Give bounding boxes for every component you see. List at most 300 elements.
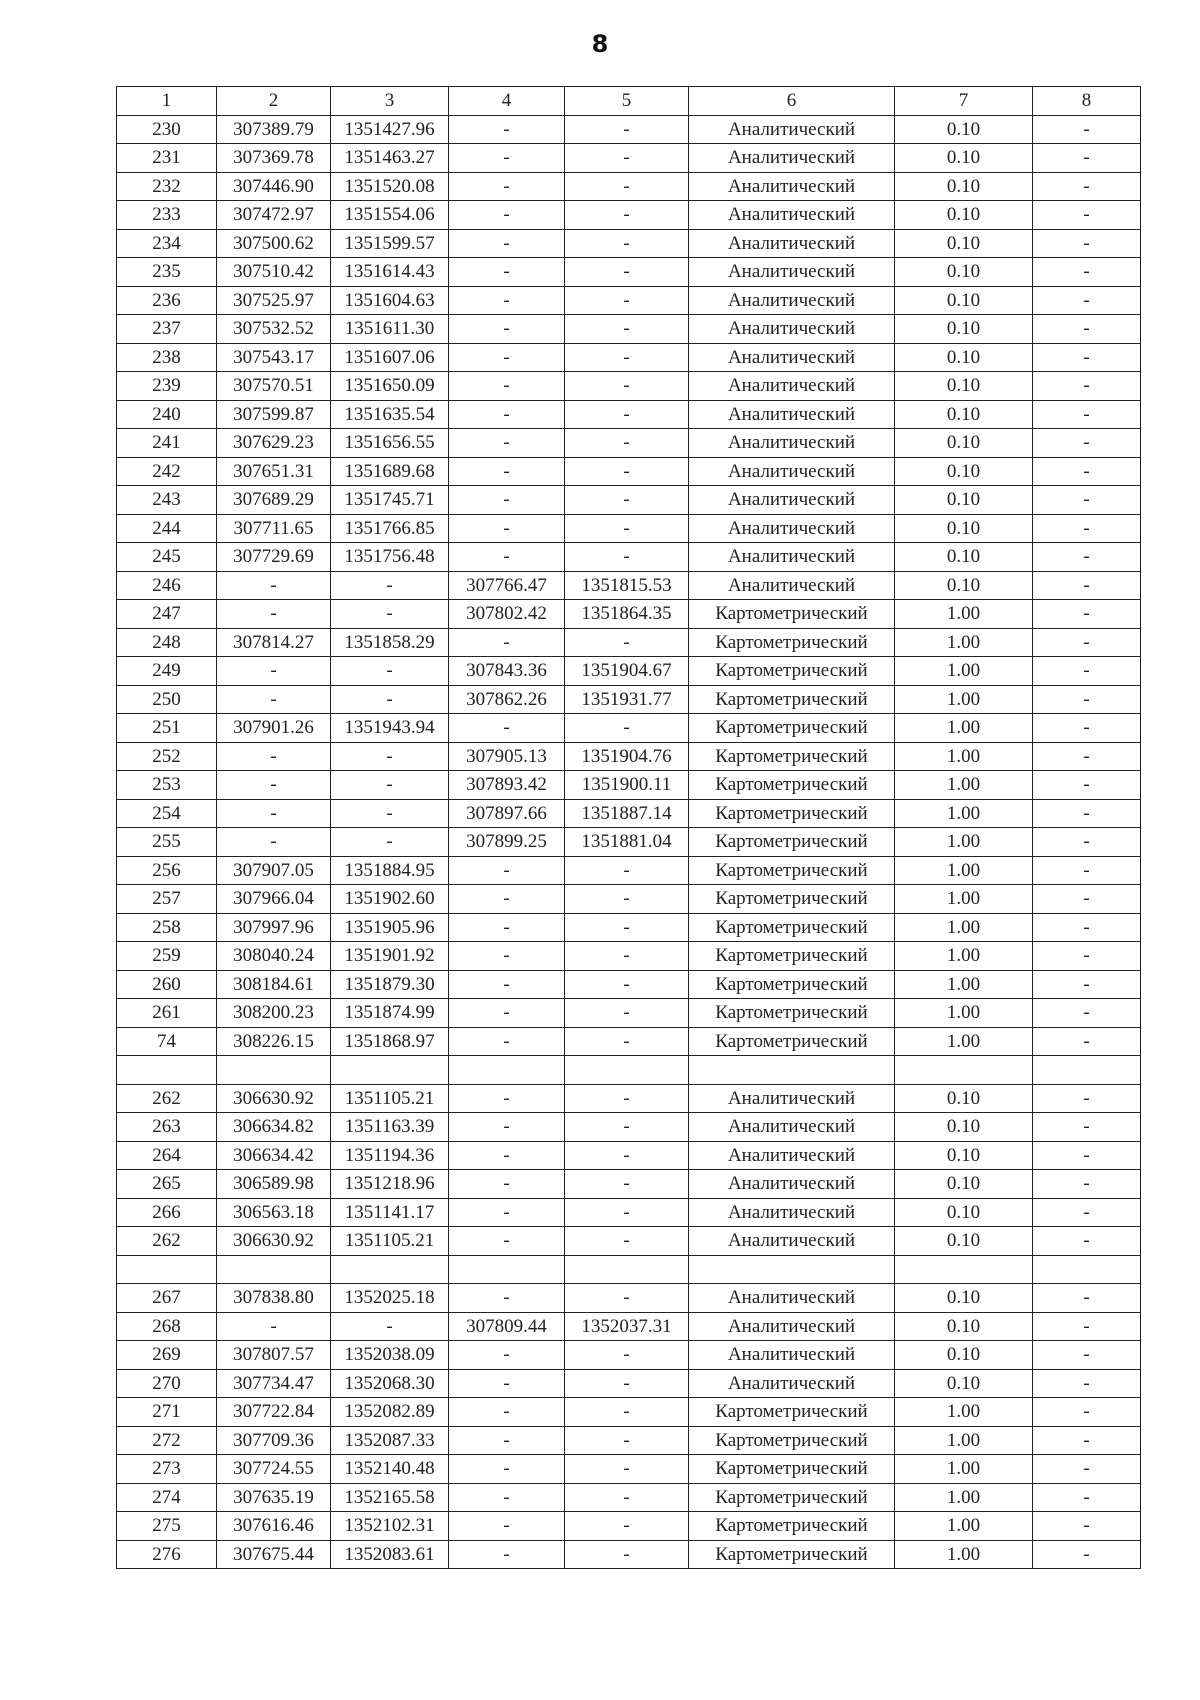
- table-cell: -: [1033, 144, 1141, 173]
- table-row: [117, 1512, 1141, 1541]
- table-cell: Аналитический: [689, 172, 895, 201]
- table-cell: -: [449, 514, 565, 543]
- table-cell: 255: [117, 828, 217, 857]
- table-row: [117, 1027, 1141, 1056]
- table-row: [117, 885, 1141, 914]
- table-cell: -: [565, 144, 689, 173]
- column-header-2: 2: [217, 87, 331, 116]
- table-row: [117, 1341, 1141, 1370]
- table-cell: Картометрический: [689, 856, 895, 885]
- table-cell: 1352038.09: [331, 1341, 449, 1370]
- table-cell: 1.00: [895, 714, 1033, 743]
- table-cell: -: [449, 1170, 565, 1199]
- table-cell: -: [565, 543, 689, 572]
- table-cell: 1351599.57: [331, 229, 449, 258]
- table-cell: -: [449, 1198, 565, 1227]
- table-cell: 243: [117, 486, 217, 515]
- table-row: [117, 543, 1141, 572]
- column-header-8: 8: [1033, 87, 1141, 116]
- page-number: 8: [591, 30, 609, 58]
- table-cell: -: [449, 172, 565, 201]
- table-cell: -: [565, 1341, 689, 1370]
- table-cell: 307543.17: [217, 343, 331, 372]
- table-cell: 1.00: [895, 799, 1033, 828]
- table-cell: -: [565, 115, 689, 144]
- table-cell: 1352083.61: [331, 1540, 449, 1569]
- table-cell: -: [1033, 372, 1141, 401]
- table-cell: 1.00: [895, 885, 1033, 914]
- table-cell: Картометрический: [689, 1455, 895, 1484]
- table-row: [117, 742, 1141, 771]
- separator-row: [117, 1255, 1141, 1284]
- table-cell: 264: [117, 1141, 217, 1170]
- table-cell: 275: [117, 1512, 217, 1541]
- table-cell: -: [1033, 828, 1141, 857]
- table-cell: -: [565, 1170, 689, 1199]
- table-cell: -: [331, 771, 449, 800]
- table-cell: Аналитический: [689, 315, 895, 344]
- table-cell: 0.10: [895, 429, 1033, 458]
- table-row: [117, 1398, 1141, 1427]
- table-cell: -: [1033, 258, 1141, 287]
- table-row: [117, 457, 1141, 486]
- table-cell: -: [1033, 1141, 1141, 1170]
- table-cell: Картометрический: [689, 799, 895, 828]
- table-cell: [217, 1056, 331, 1085]
- table-body: [117, 115, 1141, 1569]
- column-header-5: 5: [565, 87, 689, 116]
- table-row: [117, 258, 1141, 287]
- table-row: [117, 429, 1141, 458]
- table-cell: -: [565, 457, 689, 486]
- table-cell: -: [1033, 1113, 1141, 1142]
- table-row: [117, 144, 1141, 173]
- table-cell: Аналитический: [689, 343, 895, 372]
- table-cell: -: [217, 685, 331, 714]
- table-cell: -: [449, 970, 565, 999]
- table-cell: 1.00: [895, 970, 1033, 999]
- table-cell: -: [565, 343, 689, 372]
- table-cell: 250: [117, 685, 217, 714]
- table-row: [117, 856, 1141, 885]
- table-cell: -: [449, 229, 565, 258]
- table-cell: -: [449, 429, 565, 458]
- table-cell: [449, 1255, 565, 1284]
- header-row: [117, 87, 1141, 116]
- table-cell: 267: [117, 1284, 217, 1313]
- table-cell: -: [565, 1426, 689, 1455]
- table-cell: 1.00: [895, 1483, 1033, 1512]
- table-cell: -: [565, 400, 689, 429]
- table-cell: 248: [117, 628, 217, 657]
- table-row: [117, 999, 1141, 1028]
- table-cell: [331, 1255, 449, 1284]
- table-cell: 262: [117, 1084, 217, 1113]
- table-cell: 307802.42: [449, 600, 565, 629]
- table-cell: 307899.25: [449, 828, 565, 857]
- table-cell: 1.00: [895, 999, 1033, 1028]
- table-cell: -: [449, 1341, 565, 1370]
- table-cell: -: [331, 799, 449, 828]
- table-cell: 1351604.63: [331, 286, 449, 315]
- table-cell: 1351105.21: [331, 1084, 449, 1113]
- table-cell: 1351756.48: [331, 543, 449, 572]
- table-cell: 0.10: [895, 115, 1033, 144]
- table-cell: -: [565, 970, 689, 999]
- table-cell: -: [565, 913, 689, 942]
- table-cell: -: [331, 600, 449, 629]
- table-cell: 1351766.85: [331, 514, 449, 543]
- table-cell: Аналитический: [689, 1198, 895, 1227]
- table-cell: -: [1033, 771, 1141, 800]
- table-cell: -: [565, 1284, 689, 1313]
- column-header-3: 3: [331, 87, 449, 116]
- table-cell: Аналитический: [689, 229, 895, 258]
- table-cell: -: [1033, 1483, 1141, 1512]
- table-row: [117, 1170, 1141, 1199]
- table-cell: 74: [117, 1027, 217, 1056]
- table-cell: -: [1033, 742, 1141, 771]
- table-cell: -: [565, 1540, 689, 1569]
- table-cell: 1.00: [895, 1540, 1033, 1569]
- table-cell: -: [1033, 514, 1141, 543]
- table-cell: 1.00: [895, 856, 1033, 885]
- table-cell: Картометрический: [689, 600, 895, 629]
- table-cell: 307814.27: [217, 628, 331, 657]
- table-cell: 0.10: [895, 571, 1033, 600]
- table-cell: -: [217, 600, 331, 629]
- column-header-6: 6: [689, 87, 895, 116]
- table-cell: -: [565, 1455, 689, 1484]
- table-cell: -: [217, 1312, 331, 1341]
- table-cell: 307807.57: [217, 1341, 331, 1370]
- table-cell: Аналитический: [689, 400, 895, 429]
- table-cell: 260: [117, 970, 217, 999]
- table-cell: Картометрический: [689, 742, 895, 771]
- table-cell: Аналитический: [689, 258, 895, 287]
- table-cell: Аналитический: [689, 1170, 895, 1199]
- table-cell: 0.10: [895, 1170, 1033, 1199]
- separator-row: [117, 1056, 1141, 1085]
- table-cell: 1.00: [895, 771, 1033, 800]
- table-cell: 307997.96: [217, 913, 331, 942]
- table-cell: 307729.69: [217, 543, 331, 572]
- table-cell: 272: [117, 1426, 217, 1455]
- table-cell: 307734.47: [217, 1369, 331, 1398]
- table-cell: Картометрический: [689, 885, 895, 914]
- table-cell: 242: [117, 457, 217, 486]
- table-cell: -: [1033, 429, 1141, 458]
- table-cell: -: [331, 685, 449, 714]
- table-cell: 1351656.55: [331, 429, 449, 458]
- table-cell: -: [449, 1483, 565, 1512]
- table-cell: [1033, 1255, 1141, 1284]
- table-cell: 307711.65: [217, 514, 331, 543]
- table-cell: 0.10: [895, 1284, 1033, 1313]
- table-cell: -: [449, 913, 565, 942]
- table-cell: 307532.52: [217, 315, 331, 344]
- table-cell: 1.00: [895, 1426, 1033, 1455]
- table-cell: -: [1033, 543, 1141, 572]
- table-row: [117, 1483, 1141, 1512]
- table-cell: 308226.15: [217, 1027, 331, 1056]
- table-cell: 271: [117, 1398, 217, 1427]
- table-cell: 1351881.04: [565, 828, 689, 857]
- table-row: [117, 913, 1141, 942]
- table-cell: 0.10: [895, 1369, 1033, 1398]
- table-cell: 307446.90: [217, 172, 331, 201]
- table-cell: -: [1033, 571, 1141, 600]
- coordinates-table: [116, 86, 1141, 1569]
- table-cell: 1351931.77: [565, 685, 689, 714]
- table-cell: -: [565, 429, 689, 458]
- table-cell: -: [1033, 1198, 1141, 1227]
- table-cell: 307862.26: [449, 685, 565, 714]
- table-cell: 1351901.92: [331, 942, 449, 971]
- table-cell: 239: [117, 372, 217, 401]
- table-cell: 1351904.67: [565, 657, 689, 686]
- table-cell: 0.10: [895, 1113, 1033, 1142]
- table-cell: 253: [117, 771, 217, 800]
- table-cell: 1351463.27: [331, 144, 449, 173]
- table-cell: -: [331, 828, 449, 857]
- table-cell: 307843.36: [449, 657, 565, 686]
- table-row: [117, 1312, 1141, 1341]
- table-cell: 0.10: [895, 258, 1033, 287]
- table-cell: [895, 1255, 1033, 1284]
- table-cell: [331, 1056, 449, 1085]
- table-cell: 307389.79: [217, 115, 331, 144]
- table-cell: 276: [117, 1540, 217, 1569]
- table-cell: 1351900.11: [565, 771, 689, 800]
- table-cell: 307472.97: [217, 201, 331, 230]
- table-row: [117, 1540, 1141, 1569]
- table-row: [117, 315, 1141, 344]
- table-cell: 246: [117, 571, 217, 600]
- table-cell: 308184.61: [217, 970, 331, 999]
- table-cell: Картометрический: [689, 1027, 895, 1056]
- table-cell: 307651.31: [217, 457, 331, 486]
- table-cell: 1351868.97: [331, 1027, 449, 1056]
- table-cell: 1351635.54: [331, 400, 449, 429]
- table-cell: 1.00: [895, 657, 1033, 686]
- table-cell: 0.10: [895, 144, 1033, 173]
- table-cell: Картометрический: [689, 828, 895, 857]
- table-cell: -: [1033, 799, 1141, 828]
- table-cell: -: [565, 628, 689, 657]
- table-row: [117, 799, 1141, 828]
- table-cell: -: [449, 1284, 565, 1313]
- table-cell: 1351905.96: [331, 913, 449, 942]
- table-cell: -: [565, 229, 689, 258]
- table-cell: Картометрический: [689, 999, 895, 1028]
- table-cell: [1033, 1056, 1141, 1085]
- table-cell: -: [331, 657, 449, 686]
- table-cell: 0.10: [895, 172, 1033, 201]
- table-cell: 1352165.58: [331, 1483, 449, 1512]
- table-cell: 307635.19: [217, 1483, 331, 1512]
- table-cell: 257: [117, 885, 217, 914]
- table-row: [117, 714, 1141, 743]
- table-cell: 0.10: [895, 1341, 1033, 1370]
- table-cell: 1351554.06: [331, 201, 449, 230]
- table-cell: Аналитический: [689, 543, 895, 572]
- table-row: [117, 400, 1141, 429]
- table-cell: 241: [117, 429, 217, 458]
- table-cell: -: [1033, 1426, 1141, 1455]
- table-cell: -: [565, 258, 689, 287]
- table-cell: -: [449, 999, 565, 1028]
- table-cell: 252: [117, 742, 217, 771]
- table-cell: 238: [117, 343, 217, 372]
- table-cell: -: [1033, 1027, 1141, 1056]
- table-cell: 256: [117, 856, 217, 885]
- table-cell: 306630.92: [217, 1227, 331, 1256]
- table-cell: 0.10: [895, 514, 1033, 543]
- table-cell: Аналитический: [689, 1084, 895, 1113]
- table-cell: 1351520.08: [331, 172, 449, 201]
- table-cell: 1351163.39: [331, 1113, 449, 1142]
- table-cell: -: [449, 372, 565, 401]
- table-row: [117, 1426, 1141, 1455]
- table-row: [117, 942, 1141, 971]
- table-cell: -: [449, 115, 565, 144]
- table-cell: 251: [117, 714, 217, 743]
- table-cell: 308200.23: [217, 999, 331, 1028]
- table-cell: -: [565, 1398, 689, 1427]
- table-cell: 0.10: [895, 343, 1033, 372]
- table-cell: 306563.18: [217, 1198, 331, 1227]
- table-cell: -: [565, 714, 689, 743]
- table-cell: 0.10: [895, 1084, 1033, 1113]
- table-cell: -: [1033, 343, 1141, 372]
- table-cell: Картометрический: [689, 628, 895, 657]
- table-cell: 307599.87: [217, 400, 331, 429]
- table-cell: 1.00: [895, 742, 1033, 771]
- table-cell: 1351858.29: [331, 628, 449, 657]
- table-cell: 307689.29: [217, 486, 331, 515]
- table-cell: 307709.36: [217, 1426, 331, 1455]
- table-cell: -: [217, 828, 331, 857]
- table-cell: 0.10: [895, 315, 1033, 344]
- table-cell: -: [331, 571, 449, 600]
- table-cell: Картометрический: [689, 771, 895, 800]
- table-cell: -: [565, 486, 689, 515]
- table-cell: -: [565, 372, 689, 401]
- table-cell: Аналитический: [689, 1113, 895, 1142]
- table-cell: Картометрический: [689, 1426, 895, 1455]
- table-cell: 1.00: [895, 1512, 1033, 1541]
- table-cell: -: [1033, 1512, 1141, 1541]
- table-cell: -: [449, 1227, 565, 1256]
- table-cell: -: [449, 486, 565, 515]
- table-cell: -: [449, 400, 565, 429]
- table-cell: Аналитический: [689, 1141, 895, 1170]
- table-cell: 1351141.17: [331, 1198, 449, 1227]
- table-cell: 261: [117, 999, 217, 1028]
- table-cell: -: [217, 571, 331, 600]
- table-cell: 307897.66: [449, 799, 565, 828]
- table-row: [117, 828, 1141, 857]
- table-cell: 1.00: [895, 685, 1033, 714]
- table-cell: 306634.82: [217, 1113, 331, 1142]
- table-cell: Картометрический: [689, 1512, 895, 1541]
- table-cell: 230: [117, 115, 217, 144]
- table-cell: -: [1033, 115, 1141, 144]
- table-cell: 1351650.09: [331, 372, 449, 401]
- table-cell: 1351745.71: [331, 486, 449, 515]
- table-row: [117, 970, 1141, 999]
- table-cell: -: [449, 1426, 565, 1455]
- table-cell: 268: [117, 1312, 217, 1341]
- table-cell: -: [331, 1312, 449, 1341]
- table-cell: [895, 1056, 1033, 1085]
- table-cell: 262: [117, 1227, 217, 1256]
- table-cell: 0.10: [895, 372, 1033, 401]
- table-cell: Аналитический: [689, 429, 895, 458]
- table-cell: [689, 1056, 895, 1085]
- table-cell: 1351904.76: [565, 742, 689, 771]
- table-cell: 307616.46: [217, 1512, 331, 1541]
- table-cell: -: [1033, 172, 1141, 201]
- table-cell: 307907.05: [217, 856, 331, 885]
- column-header-7: 7: [895, 87, 1033, 116]
- table-cell: -: [449, 258, 565, 287]
- table-cell: Аналитический: [689, 1312, 895, 1341]
- table-cell: Картометрический: [689, 942, 895, 971]
- table-cell: -: [217, 742, 331, 771]
- table-cell: 232: [117, 172, 217, 201]
- table-cell: -: [1033, 1398, 1141, 1427]
- table-row: [117, 1198, 1141, 1227]
- column-header-4: 4: [449, 87, 565, 116]
- table-row: [117, 1141, 1141, 1170]
- table-cell: 306589.98: [217, 1170, 331, 1199]
- table-cell: -: [1033, 685, 1141, 714]
- table-cell: 258: [117, 913, 217, 942]
- table-cell: -: [565, 1084, 689, 1113]
- table-cell: 1351884.95: [331, 856, 449, 885]
- table-cell: 307766.47: [449, 571, 565, 600]
- table-cell: -: [449, 1113, 565, 1142]
- table-cell: -: [449, 1027, 565, 1056]
- table-cell: 307570.51: [217, 372, 331, 401]
- table-cell: 234: [117, 229, 217, 258]
- table-cell: -: [449, 286, 565, 315]
- table-cell: 273: [117, 1455, 217, 1484]
- column-header-1: 1: [117, 87, 217, 116]
- table-cell: -: [1033, 1369, 1141, 1398]
- table-cell: Картометрический: [689, 913, 895, 942]
- table-cell: -: [1033, 999, 1141, 1028]
- table-cell: 1351887.14: [565, 799, 689, 828]
- table-cell: 0.10: [895, 201, 1033, 230]
- table-cell: -: [1033, 1084, 1141, 1113]
- table-cell: [217, 1255, 331, 1284]
- table-cell: Картометрический: [689, 1483, 895, 1512]
- table-cell: Аналитический: [689, 115, 895, 144]
- table-cell: -: [449, 1398, 565, 1427]
- table-cell: 307901.26: [217, 714, 331, 743]
- table-row: [117, 115, 1141, 144]
- table-row: [117, 657, 1141, 686]
- table-cell: 266: [117, 1198, 217, 1227]
- table-cell: 0.10: [895, 1141, 1033, 1170]
- table-cell: 237: [117, 315, 217, 344]
- table-row: [117, 514, 1141, 543]
- table-cell: -: [1033, 1312, 1141, 1341]
- table-cell: -: [449, 315, 565, 344]
